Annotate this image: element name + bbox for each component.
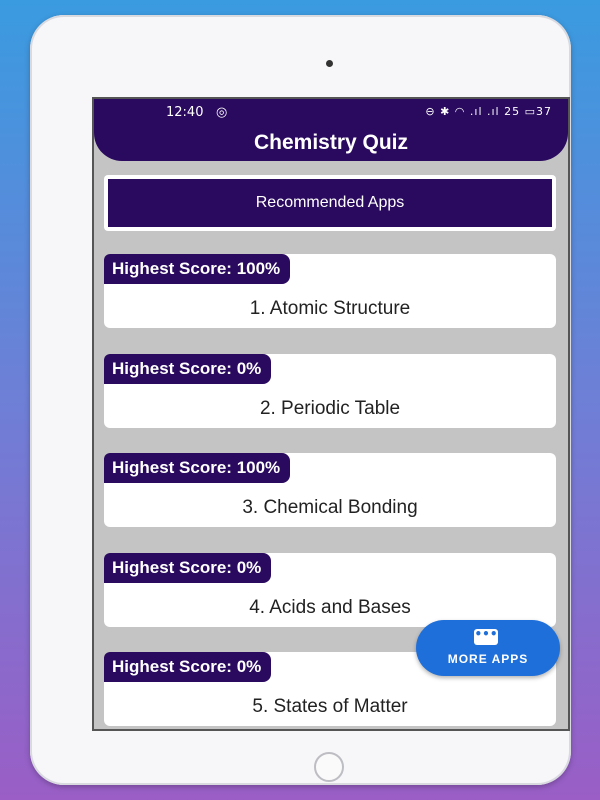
highest-score-badge: Highest Score: 0%	[104, 354, 271, 384]
more-apps-label: MORE APPS	[447, 652, 529, 666]
highest-score-badge: Highest Score: 0%	[104, 553, 271, 583]
status-bar	[94, 105, 568, 123]
quiz-card-2[interactable]	[104, 354, 556, 428]
home-button[interactable]	[314, 752, 344, 782]
page-title: Chemistry Quiz	[253, 131, 409, 154]
more-apps-button[interactable]	[416, 620, 560, 676]
app-bar	[94, 99, 568, 161]
quiz-title: 1. Atomic Structure	[249, 298, 411, 319]
tablet-frame	[30, 15, 571, 785]
chat-bubble-icon: •••	[474, 629, 498, 645]
status-icons: ⊖ ✱ ◠ .ıl .ıl 25 ▭37	[425, 105, 552, 118]
recommended-apps-container	[104, 175, 556, 231]
highest-score-badge: Highest Score: 100%	[104, 453, 290, 483]
status-time: 12:40	[166, 105, 204, 120]
highest-score-badge: Highest Score: 0%	[104, 652, 271, 682]
quiz-card-4[interactable]	[104, 553, 556, 627]
quiz-title: 4. Acids and Bases	[249, 597, 411, 618]
sync-icon: ◎	[216, 105, 228, 120]
quiz-title: 3. Chemical Bonding	[242, 497, 418, 518]
app-screen	[92, 97, 570, 731]
highest-score-badge: Highest Score: 100%	[104, 254, 290, 284]
quiz-card-3[interactable]	[104, 453, 556, 527]
quiz-title: 2. Periodic Table	[259, 398, 401, 419]
camera-icon	[326, 60, 333, 67]
quiz-card-1[interactable]	[104, 254, 556, 328]
quiz-title: 5. States of Matter	[252, 696, 408, 717]
recommended-apps-button[interactable]: Recommended Apps	[108, 179, 552, 227]
